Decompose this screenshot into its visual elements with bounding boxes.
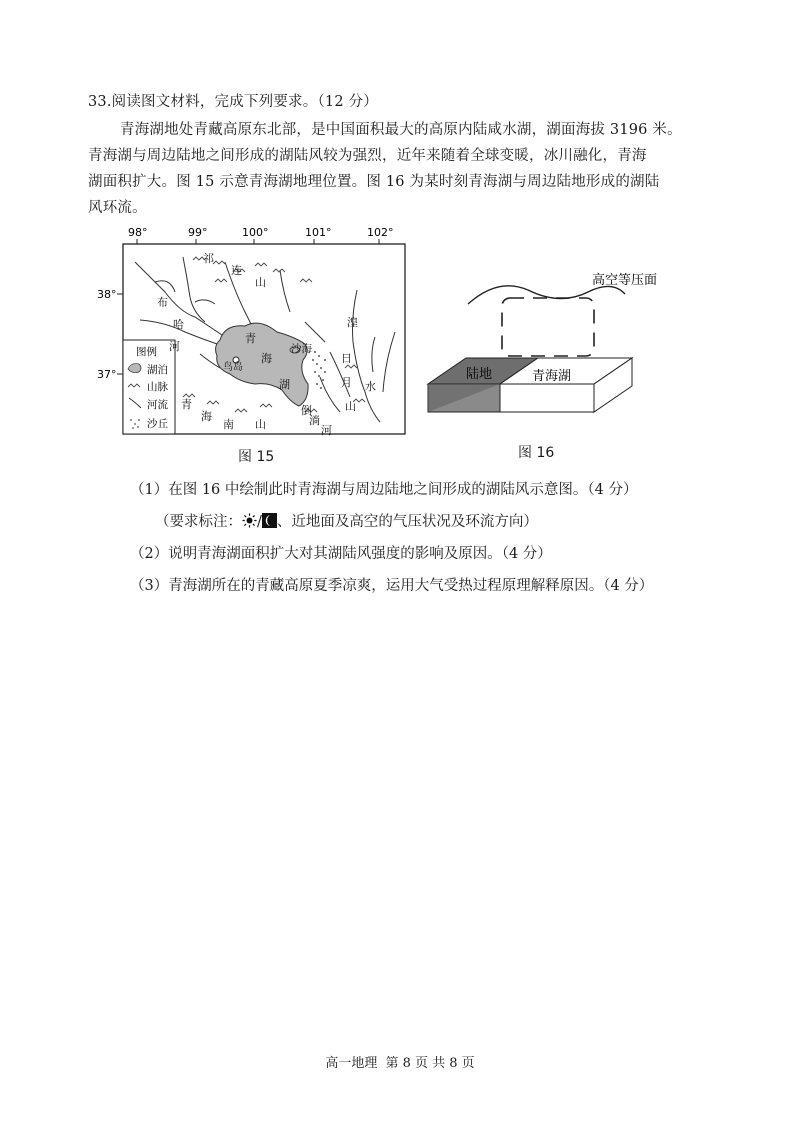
label-hai-2: 海 <box>201 410 212 423</box>
label-qing-2: 青 <box>181 398 192 411</box>
page-footer <box>0 1052 800 1071</box>
label-bu: 布 <box>157 296 168 309</box>
lon-label-102: 102° <box>367 226 394 239</box>
lon-label-101: 101° <box>305 226 332 239</box>
paragraph-line-2: 青海湖与周边陆地之间形成的湖陆风较为强烈，近年来随着全球变暖，冰川融化，青海 <box>88 148 647 164</box>
label-shan-3: 山 <box>255 418 266 431</box>
subquestion-2: （2）说明青海湖面积扩大对其湖陆风强度的影响及原因。（4 分） <box>130 546 552 562</box>
label-shan-1: 山 <box>255 276 266 289</box>
label-sand-sea: 沙海 <box>291 343 312 355</box>
legend-river: 河流 <box>147 399 168 411</box>
figure-15-map <box>95 222 415 442</box>
moon-icon <box>262 513 277 528</box>
label-qing: 青 <box>245 332 256 345</box>
note-suffix: 、近地面及高空的气压状况及环流方向） <box>276 514 538 530</box>
legend-mountain: 山脉 <box>147 381 168 393</box>
land-label: 陆地 <box>466 367 493 382</box>
label-bird-island: 鸟岛 <box>223 362 243 373</box>
figure-15-caption: 图 15 <box>238 449 275 465</box>
footer-subject: 高一地理 <box>325 1056 378 1071</box>
map-legend <box>123 340 175 434</box>
label-nan: 南 <box>223 418 234 431</box>
question-header: 33.阅读图文材料，完成下列要求。（12 分） <box>88 94 378 110</box>
lat-label-38: 38° <box>97 288 117 301</box>
label-shan-2: 山 <box>345 400 356 413</box>
legend-title: 图例 <box>136 346 157 358</box>
label-hu: 湖 <box>279 378 290 391</box>
figure-16-diagram <box>420 262 658 432</box>
label-qi: 祁 <box>203 252 214 265</box>
paragraph-line-4: 风环流。 <box>88 200 147 216</box>
lon-label-100: 100° <box>242 226 269 239</box>
subquestion-3: （3）青海湖所在的青藏高原夏季凉爽，运用大气受热过程原理解释原因。（4 分） <box>130 578 654 594</box>
label-hai: 海 <box>261 352 272 365</box>
note-prefix: （要求标注： <box>155 514 242 530</box>
subquestion-1: （1）在图 16 中绘制此时青海湖与周边陆地之间形成的湖陆风示意图。（4 分） <box>130 482 638 498</box>
label-ri: 日 <box>341 352 352 365</box>
legend-dune: 沙丘 <box>147 418 168 430</box>
label-huang: 湟 <box>347 316 358 329</box>
isobar-curve <box>468 286 625 304</box>
label-lian: 连 <box>231 264 242 277</box>
sun-icon <box>242 513 257 528</box>
label-yue: 月 <box>341 376 352 389</box>
circulation-dashed-box <box>502 298 594 356</box>
label-dao: 倒 <box>301 404 312 417</box>
legend-lake: 湖泊 <box>147 364 168 376</box>
label-tang: 淌 <box>309 414 320 427</box>
paragraph-line-3: 湖面积扩大。图 15 示意青海湖地理位置。图 16 为某时刻青海湖与周边陆地形成的湖陆 <box>88 174 660 190</box>
lake-front <box>500 384 594 412</box>
label-ha: 哈 <box>173 318 184 331</box>
subquestion-1-note <box>155 512 538 532</box>
lon-label-98: 98° <box>128 226 148 239</box>
lon-label-99: 99° <box>188 226 208 239</box>
label-he-2: 河 <box>321 424 332 437</box>
slash: / <box>257 514 262 530</box>
footer-page: 第 8 页 共 8 页 <box>385 1056 475 1071</box>
figure-16-caption: 图 16 <box>518 445 555 461</box>
isobar-label: 高空等压面 <box>592 273 658 288</box>
lake-label: 青海湖 <box>532 369 572 384</box>
label-shui: 水 <box>365 380 376 393</box>
label-he: 河 <box>169 340 180 353</box>
lat-label-37: 37° <box>97 368 117 381</box>
paragraph-line-1: 青海湖地处青藏高原东北部，是中国面积最大的高原内陆咸水湖，湖面海拔 3196 米。 <box>120 122 682 138</box>
